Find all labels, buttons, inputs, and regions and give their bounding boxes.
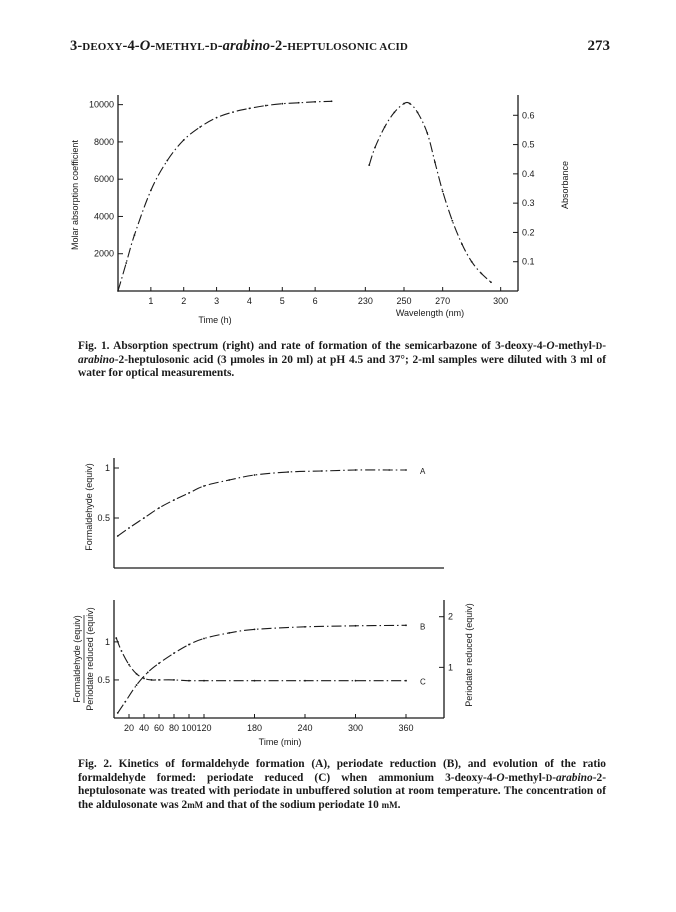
fig2-lower-series-c-point-7 <box>173 679 175 681</box>
fig1-left-ylabel: Molar absorption coefficient <box>70 140 80 250</box>
fig1-right-series-point-5 <box>409 103 411 105</box>
fig1-left-series-point-1 <box>125 262 127 264</box>
fig1-right-series-point-9 <box>442 191 444 193</box>
fig2-lower-y2-ytick-label-1: 2 <box>448 611 454 622</box>
fig2-lower-series-b-point-8 <box>228 632 230 634</box>
fig1-right-ytick-label-1: 0.2 <box>522 227 535 238</box>
fig1-right-ytick-label-0: 0.1 <box>522 256 535 267</box>
fig1-right-series-point-1 <box>374 147 376 149</box>
fig2-upper-series-a-point-3 <box>158 507 160 509</box>
fig2-lower-series-b-point-1 <box>124 701 126 703</box>
fig2-lower-ytick-label-0: 0.5 <box>97 674 110 685</box>
fig1-left-series-point-5 <box>183 139 185 141</box>
fig2-lower-xlabel: Time (min) <box>258 737 302 747</box>
fig2-upper-series-a-point-4 <box>173 499 175 501</box>
fig1-left-series-point-14 <box>331 100 333 102</box>
fig2-upper-series-a-point-5 <box>188 492 190 494</box>
fig2-lower-series-b-point-12 <box>405 624 407 626</box>
fig2-caption: Fig. 2. Kinetics of formaldehyde formation (A), periodate reduction (B), and evolution of the ratio formaldehyde formed: periodate reduced (C) when ammonium 3-deoxy-4-O-methyl-D-arabino-2-heptulosonate was treated with periodate in unbuffered solution at room temperature. The concentration of the aldulosonate was 2mM and that of the sodium periodate 10 mM. <box>78 758 606 811</box>
fig2-upper-series-a-point-13 <box>405 469 407 471</box>
fig2-lower-series-b-point-2 <box>136 684 138 686</box>
fig1-right-series-point-6 <box>417 111 419 113</box>
fig1-left-series-point-12 <box>298 102 300 104</box>
fig2-lower-xtick-label-6: 180 <box>246 723 263 733</box>
fig2-lower-xtick-label-1: 40 <box>138 723 150 733</box>
fig2-lower-series-c-point-4 <box>143 678 145 680</box>
fig1-right-chart <box>358 95 570 318</box>
fig1-left-ytick-label-2: 6000 <box>93 174 114 185</box>
running-title: 3-DEOXY-4-O-METHYL-D-arabino-2-HEPTULOSONIC ACID <box>70 38 408 54</box>
fig1-left-xtick-label-3: 4 <box>246 296 252 306</box>
fig2-lower-y2-ytick-label-0: 1 <box>448 662 454 673</box>
fig2-lower-series-c-point-6 <box>158 679 160 681</box>
fig2-lower-series-c-point-10 <box>254 680 256 682</box>
page-number: 273 <box>587 38 610 54</box>
fig1-right-series-line <box>369 102 491 282</box>
fig2-lower-series-c-point-5 <box>151 679 153 681</box>
fig1-left-series-point-4 <box>166 160 168 162</box>
fig2-lower-series-b-line <box>118 625 406 713</box>
fig1-left-ytick-label-3: 8000 <box>93 136 114 147</box>
fig2-lower-xtick-label-9: 360 <box>398 723 414 733</box>
fig1-right-series-point-2 <box>384 126 386 128</box>
fig2-lower-xtick-label-4: 100 <box>181 723 197 733</box>
fig2-lower-series-b-point-11 <box>355 625 357 627</box>
fig2-series-a-label: A <box>420 467 426 476</box>
fig2-lower-ylabel-line2: Periodate reduced (equiv) <box>85 607 95 711</box>
fig1-left-series-point-6 <box>199 126 201 128</box>
fig1-right-xtick-label-2: 270 <box>435 296 451 306</box>
fig2-series-b-label: B <box>420 622 426 632</box>
fig1-right-series-point-8 <box>434 161 436 163</box>
fig2-lower-series-c-point-2 <box>128 664 130 666</box>
fig1-left-series-point-7 <box>216 117 218 119</box>
fig1-left-series-point-9 <box>249 107 251 109</box>
fig1-right-series-point-7 <box>426 132 428 134</box>
fig2-upper-series-a-line <box>118 470 406 536</box>
fig1-left-series-point-2 <box>134 234 136 236</box>
fig1-left-chart <box>70 95 518 325</box>
fig1-caption: Fig. 1. Absorption spectrum (right) and rate of formation of the semicarbazone of 3-deoxy-4-O-methyl-D-arabino-2-heptulosonic acid (3 μmoles in 20 ml) at pH 4.5 and 37°; 2-ml samples were diluted with 3 ml of water for optical measurements. <box>78 340 606 380</box>
fig1-right-xtick-label-3: 300 <box>493 296 509 306</box>
fig1-left-xlabel: Time (h) <box>198 315 232 325</box>
fig1-right-series-point-11 <box>461 243 463 245</box>
fig2-upper-series-a-point-2 <box>143 517 145 519</box>
fig1-right-xlabel: Wavelength (nm) <box>395 308 465 318</box>
fig1-left-series-point-10 <box>265 105 267 107</box>
fig2-lower-series-b-point-4 <box>158 662 160 664</box>
fig1-left-ytick-label-0: 2000 <box>93 248 114 259</box>
fig2-lower-series-b-point-7 <box>203 638 205 640</box>
fig1-left-ytick-label-1: 4000 <box>93 211 114 222</box>
fig2-lower-xtick-label-3: 80 <box>168 723 180 733</box>
fig2-lower-xtick-label-8: 300 <box>347 723 364 733</box>
fig2-upper-series-a-point-12 <box>388 469 390 471</box>
fig1-right-ytick-label-4: 0.5 <box>522 139 535 150</box>
fig1-right-series-point-3 <box>393 111 395 113</box>
fig1-left-series-point-3 <box>150 189 152 191</box>
fig1-left-series-point-0 <box>117 290 119 292</box>
fig1-right-ytick-label-2: 0.3 <box>522 198 535 209</box>
fig2-upper-chart <box>84 458 444 568</box>
fig1-left-xtick-label-5: 6 <box>312 296 318 306</box>
fig2-lower-ylabel-line1: Formaldehyde (equiv) <box>72 615 82 703</box>
fig2-lower-series-b-point-5 <box>173 652 175 654</box>
fig2-lower-xtick-label-0: 20 <box>123 723 135 733</box>
fig1-left-xtick-label-4: 5 <box>279 296 285 306</box>
fig2-lower-series-b-point-6 <box>188 644 190 646</box>
fig2-lower-series-c-line <box>116 638 406 681</box>
fig2-lower-series-b-point-9 <box>254 628 256 630</box>
fig2-lower-chart <box>72 600 474 747</box>
fig2-upper-series-a-point-10 <box>321 470 323 472</box>
fig1-left-xtick-label-1: 2 <box>181 296 187 306</box>
fig2-lower-y2label: Periodate reduced (equiv) <box>464 603 474 707</box>
fig2-upper-series-a-point-7 <box>228 479 230 481</box>
fig2-lower-xtick-label-7: 240 <box>297 723 313 733</box>
fig1-left-xtick-label-0: 1 <box>148 296 154 306</box>
fig2-lower-series-c-point-12 <box>355 680 357 682</box>
fig2-upper-ytick-label-0: 0.5 <box>97 513 110 523</box>
fig2-upper-series-a-point-0 <box>117 535 119 537</box>
fig2-upper-ytick-label-1: 1 <box>104 463 110 473</box>
fig1-right-xtick-label-0: 230 <box>357 296 373 306</box>
fig2-upper-series-a-point-9 <box>287 471 289 473</box>
fig1-left-series-point-11 <box>281 103 283 105</box>
fig2-lower-series-c-point-0 <box>115 637 117 639</box>
fig1-left-series-point-8 <box>232 111 234 113</box>
fig2-lower-series-b-point-10 <box>304 626 306 628</box>
fig1-left-xtick-label-2: 3 <box>214 296 220 306</box>
fig1-right-ytick-label-5: 0.6 <box>522 110 535 121</box>
fig2-upper-ylabel: Formaldehyde (equiv) <box>84 463 94 551</box>
fig1-right-series-point-10 <box>451 220 453 222</box>
fig2-lower-series-c-point-13 <box>405 680 407 682</box>
fig2-lower-series-b-point-0 <box>117 712 119 714</box>
fig2-lower-xtick-label-2: 60 <box>153 723 165 733</box>
fig2-upper-series-a-point-6 <box>203 485 205 487</box>
fig1-right-series-point-4 <box>403 103 405 105</box>
fig2-lower-xtick-label-5: 120 <box>196 723 212 733</box>
fig2-upper-series-a-point-11 <box>355 469 357 471</box>
fig2-upper-series-a-point-8 <box>254 474 256 476</box>
fig2-lower-series-c-point-1 <box>121 650 123 652</box>
fig1-right-ylabel: Absorbance <box>560 160 570 210</box>
fig2-lower-ytick-label-1: 1 <box>104 636 110 647</box>
fig2-lower-series-c-point-8 <box>188 680 190 682</box>
fig2-lower-series-c-point-11 <box>304 680 306 682</box>
fig1-right-series-point-12 <box>471 261 473 263</box>
fig1-left-series-point-13 <box>314 101 316 103</box>
fig1-right-ytick-label-3: 0.4 <box>522 168 535 179</box>
fig1-right-series-point-0 <box>368 164 370 166</box>
fig2-lower-series-b-point-3 <box>147 672 149 674</box>
fig1-right-series-point-13 <box>480 273 482 275</box>
fig1-right-xtick-label-1: 250 <box>396 296 412 306</box>
fig2-lower-series-c-point-3 <box>136 673 138 675</box>
fig2-series-c-label: C <box>420 677 426 687</box>
fig1-left-series-line <box>118 101 332 291</box>
fig2-upper-series-a-point-1 <box>128 527 130 529</box>
fig1-left-ytick-label-4: 10000 <box>88 99 114 110</box>
fig1-right-series-point-14 <box>490 281 492 283</box>
fig2-lower-series-c-point-9 <box>203 680 205 682</box>
